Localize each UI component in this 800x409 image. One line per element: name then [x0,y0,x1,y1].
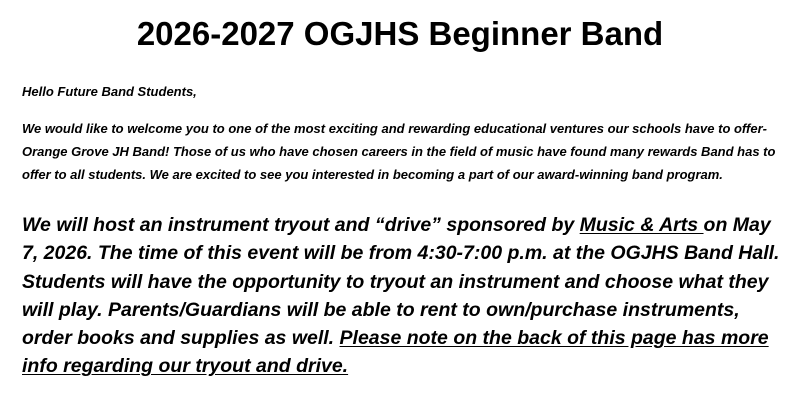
page-title: 2026-2027 OGJHS Beginner Band [136,15,664,52]
greeting: Hello Future Band Students, [22,84,197,99]
sponsor-name: Music & Arts [579,214,704,236]
back-page-note: Please note on the back of this page has more info regarding our tryout and drive. [22,327,769,378]
event-paragraph [22,211,792,381]
event-text-intro: We will host an instrument tryout and “drive” sponsored by [22,214,580,236]
welcome-paragraph: We would like to welcome you to one of the most exciting and rewarding educational ventures our schools have to offer-Orange Grove JH Band! Those of us who have chosen careers in the field of music have found many rewards Band has to offer to all students. We are excited to see you interested in becoming a part of our award-winning band program. [22,121,776,182]
event-text-details: on May 7, 2026. The time of this event will be from 4:30-7:00 p.m. at the OGJHS Band Hall. Students will have the opportunity to tryout an instrument and choose what they will play. Parents/Guardians will be able to rent to own/purchase instruments, order books and supplies as well. [22,214,780,350]
